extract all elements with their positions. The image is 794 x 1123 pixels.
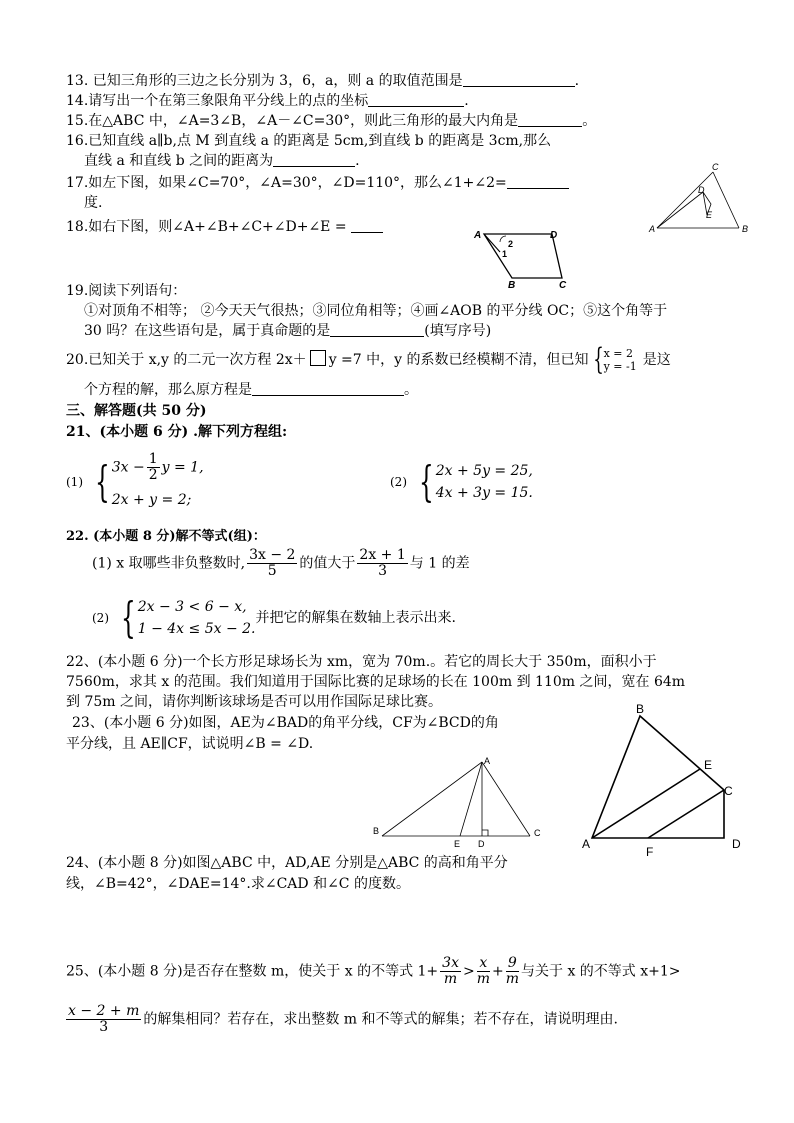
fig18-label-1: 1	[502, 249, 508, 259]
q21-system-2: (2) { 2x + 5y = 25, 4x + 3y = 15.	[390, 457, 533, 506]
fig23-label-E: E	[704, 758, 713, 772]
figure-q24	[368, 754, 552, 850]
fig17-line-CB	[713, 172, 739, 228]
solution-system: x = 2 y = -1	[603, 347, 637, 373]
answer-blank[interactable]	[507, 174, 569, 189]
fig23-label-B: B	[636, 702, 645, 716]
fig24-line-AB	[382, 762, 482, 836]
question-19-line2: ①对顶角不相等； ②今天天气很热；③同位角相等；④画∠AOB 的平分线 OC；⑤这个角等于	[84, 303, 668, 319]
fig24-label-E: E	[454, 839, 461, 849]
q21-system-1: (1) { 3x − $\frac{1}{2}$ y = 1, 2x + y = 2;	[66, 451, 204, 508]
fig24-line-AE	[460, 762, 482, 836]
question-23-line2: 平分线，且 AE∥CF，试说明∠B = ∠D.	[66, 736, 314, 752]
fig23-label-D: D	[732, 837, 741, 851]
question-21: 21、(本小题 6 分) .解下列方程组:	[66, 424, 288, 440]
fig23-line-AE	[592, 769, 700, 838]
question-15: 15.在△ABC 中，∠A=3∠B，∠A－∠C=30°，则此三角形的最大内角是 。	[66, 113, 597, 129]
q13-text: 13. 已知三角形的三边之长分别为 3，6，a，则 a 的取值范围是	[66, 73, 463, 89]
q22-part-2: (2) { 2x − 3 < 6 − x, 1 − 4x ≤ 5x − 2. 并把它的解集在数轴上表示出来.	[92, 593, 456, 642]
question-23-line1: 23、(本小题 6 分)如图，AE为∠BAD的角平分线，CF为∠BCD的角	[72, 715, 499, 731]
fig18-label-D: D	[550, 230, 558, 241]
question-20-line1: 20.已知关于 x,y 的二元一次方程 2x＋ y =7 中，y 的系数已经模糊不清，但已知 { x = 2 y = -1 是这	[66, 342, 671, 377]
fig17-label-D: D	[698, 185, 705, 195]
fig24-right-angle-mark	[482, 830, 488, 836]
fig17-label-B: B	[742, 224, 749, 234]
question-25-line1: 25、(本小题 8 分)是否存在整数 m，使关于 x 的不等式 1+ $\frac{3x}{m}$ > $\frac{x}{m}$ + $\frac{9}{m}$ 与关于 x 的不等式 x+1>	[66, 955, 681, 987]
answer-blank[interactable]	[273, 152, 355, 167]
question-22b-line1: 22、(本小题 6 分)一个长方形足球场长为 xm，宽为 70m.。若它的周长大于 350m，面积小于	[66, 654, 657, 670]
question-19-line1: 19.阅读下列语句：	[66, 283, 187, 299]
fig18-label-B: B	[508, 280, 516, 290]
section-3-heading: 三、解答题(共 50 分)	[66, 403, 207, 419]
question-16-line2: 直线 a 和直线 b 之间的距离为 .	[84, 153, 360, 169]
answer-blank[interactable]	[351, 218, 383, 233]
question-22b-line2: 7560m，求其 x 的范围。我们知道用于国际比赛的足球场的长在 100m 到 110m 之间，宽在 64m	[66, 674, 686, 690]
question-17-line1: 17.如左下图，如果∠C=70°，∠A=30°，∠D=110°，那么∠1+∠2=	[66, 174, 569, 192]
figure-q23	[576, 700, 756, 864]
fig17-label-C: C	[712, 162, 719, 172]
question-18: 18.如右下图，则∠A+∠B+∠C+∠D+∠E =	[66, 218, 383, 236]
blurred-coefficient-box	[310, 350, 326, 366]
fig23-label-F: F	[646, 845, 654, 859]
question-14: 14.请写出一个在第三象限角平分线上的点的坐标 .	[66, 93, 469, 109]
fig24-line-AC	[482, 762, 530, 836]
fig18-label-2: 2	[508, 239, 514, 249]
question-24-line1: 24、(本小题 8 分)如图△ABC 中，AD,AE 分别是△ABC 的高和角平分	[66, 855, 508, 871]
question-22b-line3: 到 75m 之间，请你判断该球场是否可以用作国际足球比赛。	[66, 694, 442, 710]
figure-q18	[470, 224, 580, 290]
fig17-label-A: A	[649, 224, 656, 234]
answer-blank[interactable]	[330, 322, 424, 337]
fig23-label-A: A	[582, 837, 591, 851]
question-22: 22. (本小题 8 分)解不等式(组)：	[66, 529, 266, 544]
question-16-line1: 16.已知直线 a∥b,点 M 到直线 a 的距离是 5cm,到直线 b 的距离是 3cm,那么	[66, 133, 552, 149]
question-25-line2: $\frac{x - 2 + m}{3}$ 的解集相同？若存在，求出整数 m 和不等式的解集；若不存在，请说明理由.	[68, 1003, 618, 1035]
fig24-label-B: B	[373, 826, 380, 836]
q22-part-1: (1) x 取哪些非负整数时, $\frac{3x - 2}{5}$ 的值大于 $\frac{2x + 1}{3}$ 与 1 的差	[92, 547, 470, 579]
figure-q17	[645, 160, 755, 235]
fig17-line-AD	[657, 192, 703, 228]
fig18-line	[484, 234, 500, 252]
fig18-label-C: C	[559, 280, 567, 290]
question-17-line2: 度.	[84, 195, 103, 211]
answer-blank[interactable]	[252, 381, 404, 396]
fig18-angle-arc	[500, 236, 506, 242]
answer-blank[interactable]	[518, 112, 582, 127]
fig23-label-C: C	[724, 784, 733, 798]
question-19-line3: 30 吗？在这些语句是，属于真命题的是 (填写序号)	[84, 323, 492, 339]
question-13: 13. 已知三角形的三边之长分别为 3，6，a，则 a 的取值范围是 .	[66, 73, 580, 89]
fig24-label-D: D	[478, 839, 485, 849]
question-20-line2: 个方程的解，那么原方程是 。	[84, 382, 418, 398]
answer-blank[interactable]	[463, 72, 575, 87]
answer-blank[interactable]	[368, 92, 464, 107]
fig23-line-CF	[648, 790, 724, 838]
fig24-label-C: C	[534, 828, 541, 838]
fig23-quadrilateral	[592, 716, 724, 838]
fig24-label-A: A	[484, 756, 491, 766]
fig17-label-E: E	[706, 210, 713, 220]
fig18-label-A: A	[474, 230, 482, 241]
question-24-line2: 线，∠B=42°，∠DAE=14°.求∠CAD 和∠C 的度数。	[66, 876, 410, 892]
